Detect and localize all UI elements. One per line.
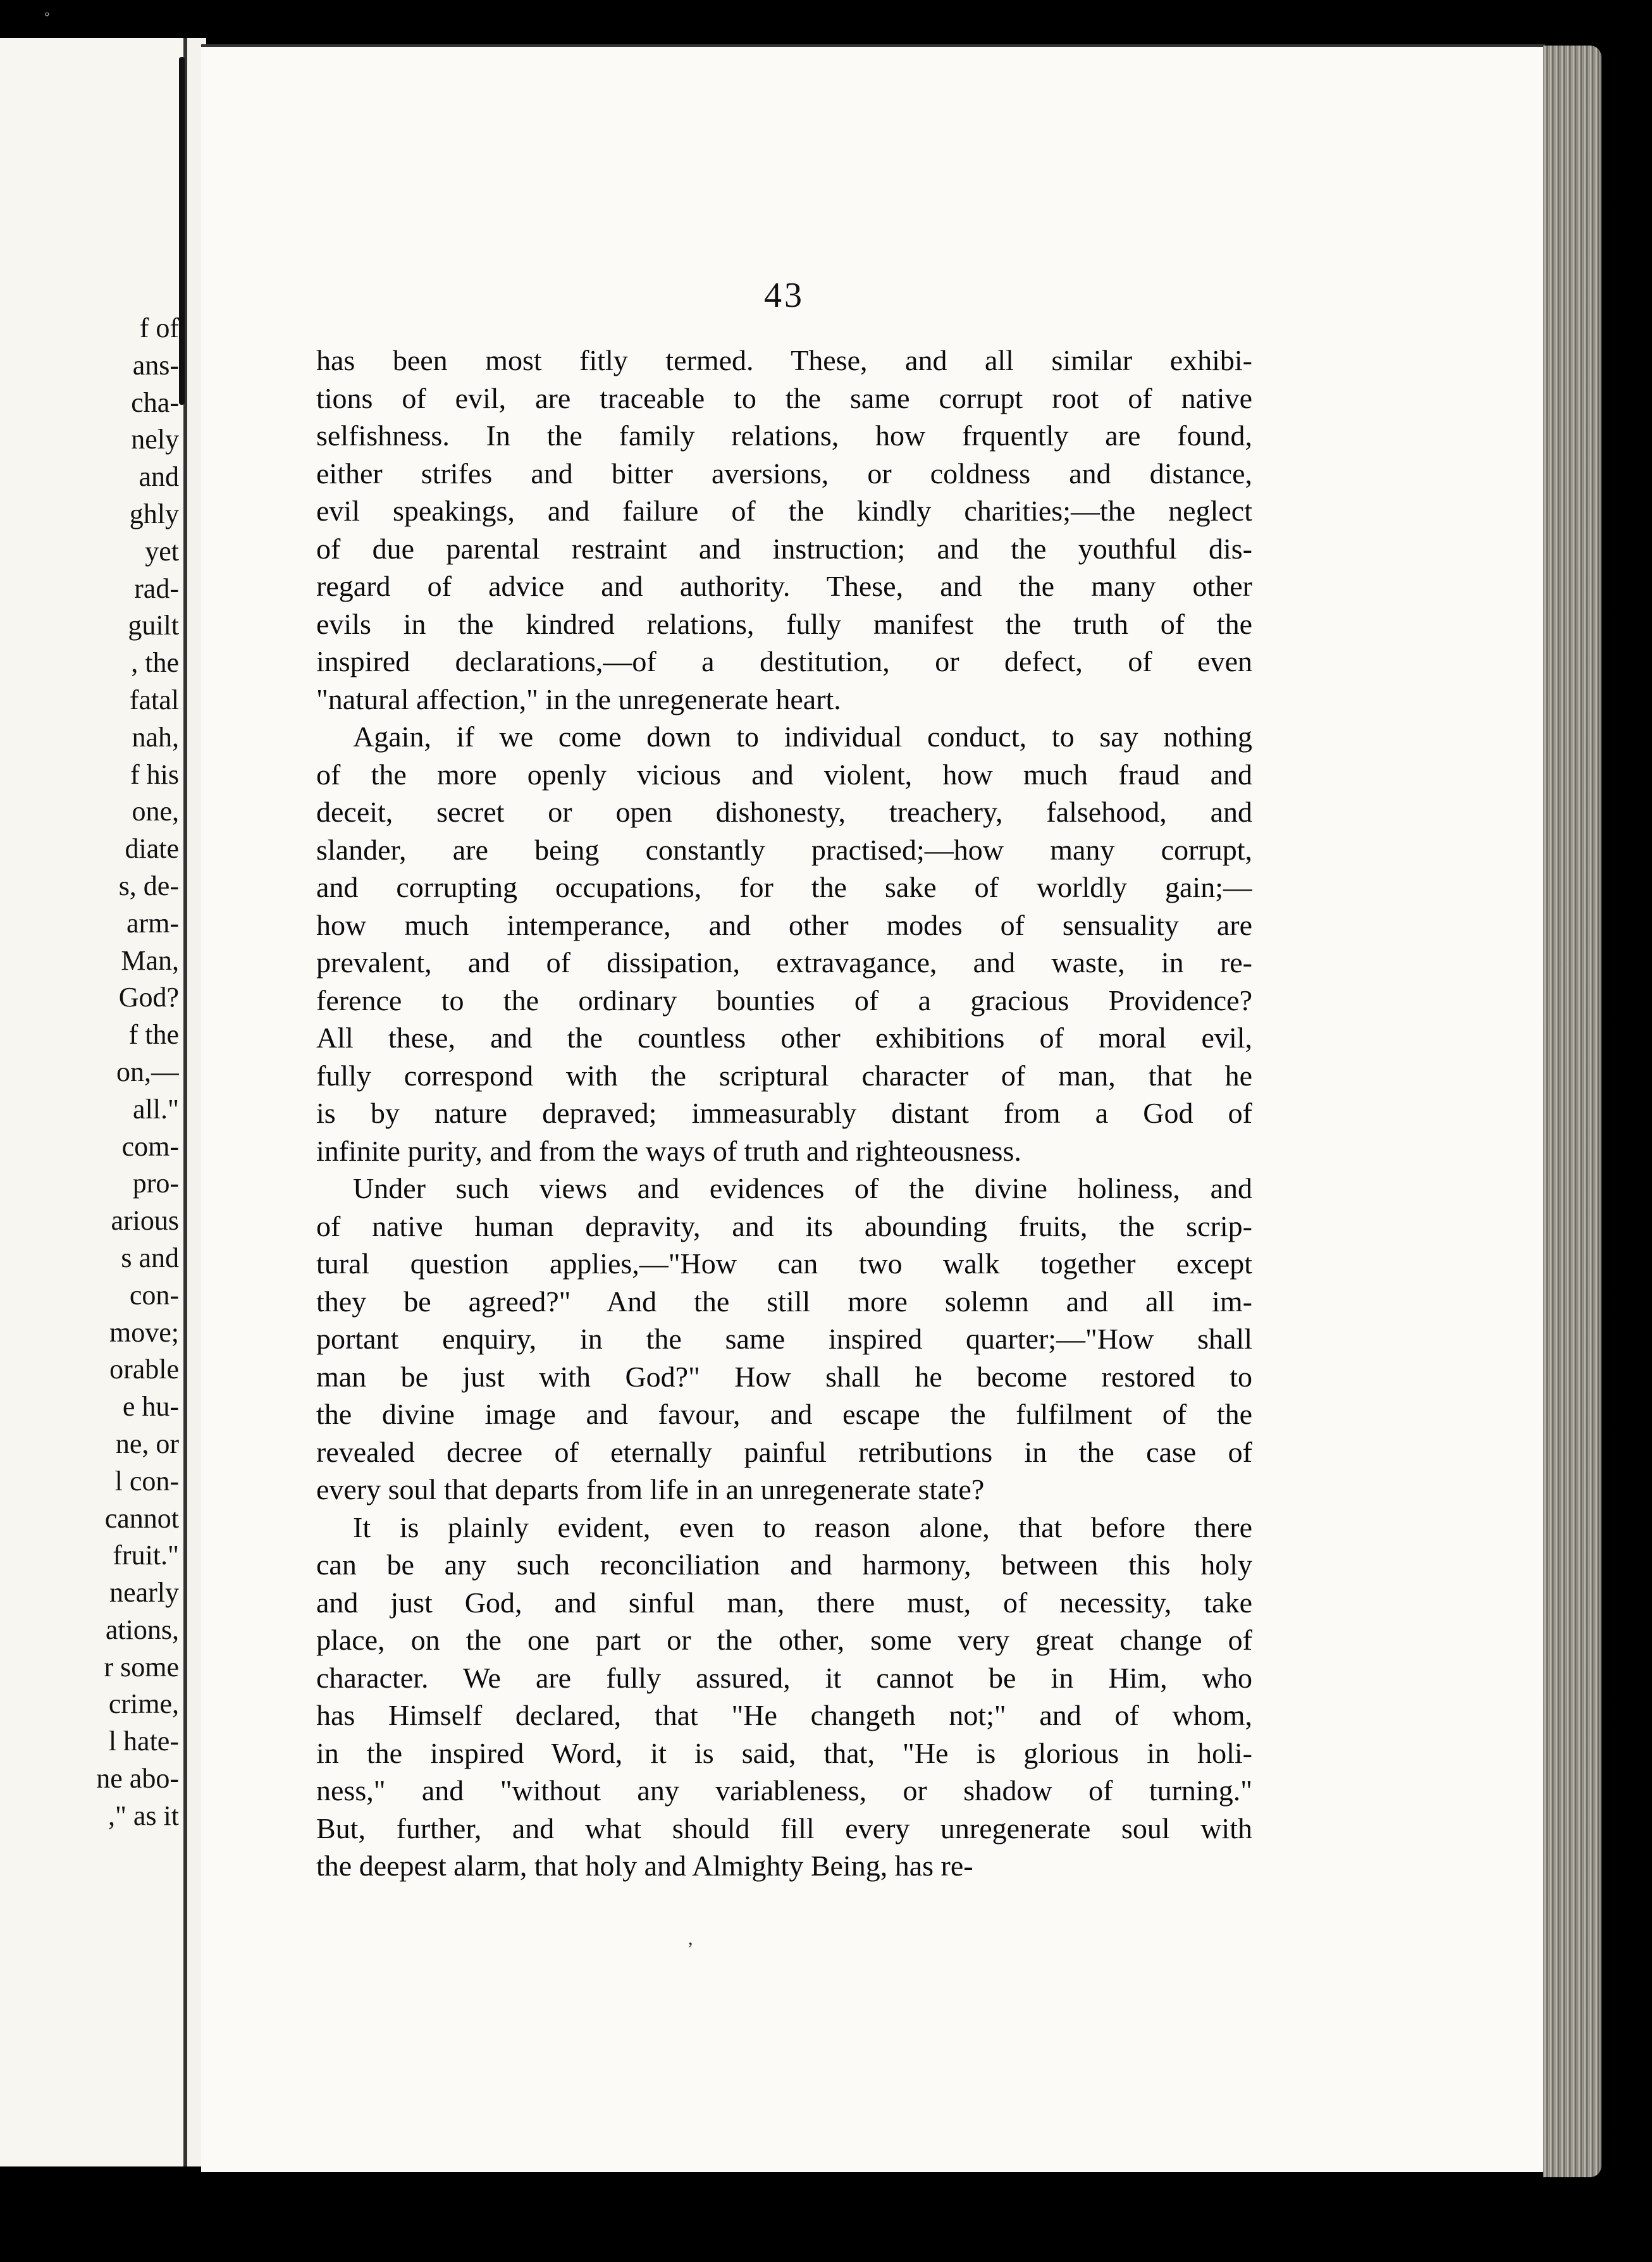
text-line: portant enquiry, in the same inspired quarter;—"How shall <box>316 1323 1252 1355</box>
text-line: tions of evil, are traceable to the same corrupt root of native <box>316 381 1252 414</box>
text-line: character. We are fully assured, it cannot be in Him, who <box>316 1661 1252 1694</box>
left-page-line: ghly <box>129 498 179 529</box>
text-line: place, on the one part or the other, some very great change of <box>316 1624 1252 1656</box>
left-page-line: arious <box>111 1205 179 1237</box>
text-line: deceit, secret or open dishonesty, treachery, falsehood, and <box>316 796 1252 828</box>
left-page-line: e hu- <box>122 1391 179 1423</box>
text-line: the divine image and favour, and escape the fulfilment of the <box>316 1398 1252 1430</box>
body-text <box>316 342 1252 1885</box>
text-line: of due parental restraint and instruction; and the youthful dis- <box>316 532 1252 565</box>
left-page-line: l con- <box>114 1465 179 1497</box>
text-line: infinite purity, and from the ways of truth and righteousness. <box>316 1134 1021 1167</box>
left-page-line: l hate- <box>108 1726 179 1757</box>
text-line: has been most fitly termed. These, and all similar exhibi- <box>316 344 1252 376</box>
left-page-line: cha- <box>131 386 179 418</box>
left-page-line: s and <box>121 1242 179 1273</box>
left-page-line: ," as it <box>108 1800 179 1831</box>
left-page-line: God? <box>118 982 179 1013</box>
left-page-line: Man, <box>121 944 179 976</box>
text-line: has Himself declared, that "He changeth not;" and of whom, <box>316 1699 1252 1731</box>
text-line: Under such views and evidences of the divine holiness, and <box>353 1172 1252 1204</box>
left-page-line: and <box>139 461 179 493</box>
left-page-line: fruit." <box>113 1540 179 1571</box>
left-page-line: s, de- <box>118 870 179 901</box>
left-page-line: move; <box>109 1316 179 1348</box>
left-page-line: f the <box>128 1019 179 1051</box>
left-page-line: , the <box>131 647 179 679</box>
left-page-line: yet <box>145 535 179 567</box>
text-line: man be just with God?" How shall he become restored to <box>316 1360 1252 1393</box>
left-page <box>0 38 189 2166</box>
text-line: ference to the ordinary bounties of a gracious Providence? <box>316 984 1252 1017</box>
text-line: of native human depravity, and its abounding fruits, the scrip- <box>316 1209 1252 1242</box>
text-line: "natural affection," in the unregenerate heart. <box>316 683 841 715</box>
left-page-line: com- <box>121 1130 179 1162</box>
text-line: either strifes and bitter aversions, or coldness and distance, <box>316 457 1252 490</box>
left-page-line: f of <box>139 312 179 343</box>
left-page-line: all." <box>133 1093 179 1125</box>
text-line: of the more openly vicious and violent, how much fraud and <box>316 758 1252 791</box>
text-line: inspired declarations,—of a destitution, or defect, of even <box>316 645 1252 677</box>
scan-speck: ◦ <box>44 6 50 23</box>
left-page-line: nearly <box>109 1577 179 1609</box>
left-page-line: ne, or <box>115 1428 179 1459</box>
left-page-line: on,— <box>116 1056 179 1087</box>
left-page-line: ne abo- <box>96 1763 179 1795</box>
text-line: the deepest alarm, that holy and Almighty Being, has re- <box>316 1850 973 1882</box>
text-line: they be agreed?" And the still more solemn and all im- <box>316 1285 1252 1318</box>
left-page-line: orable <box>109 1354 179 1385</box>
left-page-line: diate <box>125 833 179 865</box>
text-line: and just God, and sinful man, there must, of necessity, take <box>316 1586 1252 1619</box>
text-line: in the inspired Word, it is said, that, "He is glorious in holi- <box>316 1736 1252 1769</box>
text-line: ness," and "without any variableness, or shadow of turning." <box>316 1774 1252 1807</box>
text-line: But, further, and what should fill every unregenerate soul with <box>316 1812 1252 1845</box>
left-page-line: ans- <box>132 349 179 381</box>
text-line: Again, if we come down to individual conduct, to say nothing <box>353 720 1252 753</box>
text-line: It is plainly evident, even to reason alone, that before there <box>353 1511 1252 1543</box>
text-line: evil speakings, and failure of the kindly charities;—the neglect <box>316 495 1252 527</box>
left-page-line: ations, <box>105 1614 179 1645</box>
text-line: every soul that departs from life in an unregenerate state? <box>316 1473 985 1505</box>
left-page-line: f his <box>130 758 179 790</box>
footer-mark: , <box>688 1928 693 1949</box>
page-edge <box>1543 46 1601 2177</box>
text-line: is by nature depraved; immeasurably distant from a God of <box>316 1097 1252 1129</box>
left-page-line: nely <box>131 424 179 455</box>
text-line: selfishness. In the family relations, how frquently are found, <box>316 419 1252 452</box>
text-line: All these, and the countless other exhibitions of moral evil, <box>316 1022 1252 1054</box>
text-line: can be any such reconciliation and harmony, between this holy <box>316 1548 1252 1581</box>
text-line: prevalent, and of dissipation, extravagance, and waste, in re- <box>316 946 1252 979</box>
page-number: 43 <box>764 276 804 315</box>
left-page-line: pro- <box>132 1168 179 1199</box>
left-page-line: guilt <box>128 610 179 641</box>
text-line: evils in the kindred relations, fully manifest the truth of the <box>316 607 1252 640</box>
left-page-line: rad- <box>134 572 179 604</box>
left-page-line: crime, <box>108 1688 179 1720</box>
left-page-line: one, <box>132 796 179 827</box>
left-page-line: cannot <box>104 1502 179 1534</box>
text-line: how much intemperance, and other modes of sensuality are <box>316 908 1252 941</box>
left-page-line: arm- <box>126 907 179 939</box>
left-page-line: fatal <box>129 684 179 715</box>
left-page-line: con- <box>129 1279 179 1311</box>
text-line: and corrupting occupations, for the sake of worldly gain;— <box>316 871 1252 903</box>
bookmark-ribbon <box>179 57 185 405</box>
left-page-line: r some <box>104 1651 179 1683</box>
text-line: slander, are being constantly practised;—how many corrupt, <box>316 833 1252 866</box>
text-line: revealed decree of eternally painful retributions in the case of <box>316 1435 1252 1468</box>
left-page-text <box>5 310 179 1835</box>
text-line: tural question applies,—"How can two walk together except <box>316 1247 1252 1280</box>
text-line: fully correspond with the scriptural character of man, that he <box>316 1059 1252 1092</box>
left-page-line: nah, <box>132 721 179 753</box>
text-line: regard of advice and authority. These, and the many other <box>316 570 1252 602</box>
